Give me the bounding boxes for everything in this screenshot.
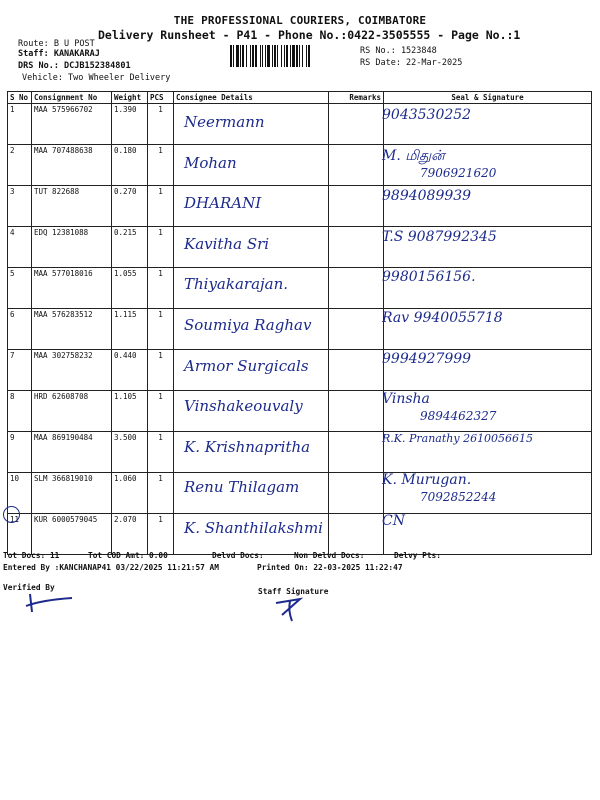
row-pcs bbox=[148, 227, 174, 268]
barcode-bar bbox=[299, 45, 300, 67]
row-sno bbox=[8, 227, 32, 268]
col-header-pcs: PCS bbox=[148, 92, 174, 104]
non-delivered-docs: Non Delvd Docs: bbox=[294, 551, 365, 560]
rs-number: RS No.: 1523848 bbox=[360, 46, 437, 56]
row-pcs-text: 1 bbox=[158, 269, 163, 278]
col-header-seal: Seal & Signature bbox=[384, 92, 592, 104]
row-consignment-no-text: MAA 575966702 bbox=[34, 105, 93, 114]
row-sno-text: 8 bbox=[10, 392, 15, 401]
staff-signature-label: Staff Signature bbox=[258, 587, 329, 596]
handwritten-consignee: Soumiya Raghav bbox=[184, 316, 312, 334]
col-header-consignee: Consignee Details bbox=[174, 92, 329, 104]
col-header-consignment: Consignment No bbox=[32, 92, 112, 104]
barcode-bar bbox=[284, 45, 285, 67]
handwritten-seal-signature: Vinsha bbox=[382, 391, 430, 408]
row-pcs bbox=[148, 350, 174, 391]
tot-docs: Tot Docs: 11 bbox=[3, 551, 60, 560]
table-row bbox=[8, 145, 592, 186]
tot-cod-amount: Tot COD Amt: 0.00 bbox=[88, 551, 168, 560]
row-consignment-no bbox=[32, 104, 112, 145]
row-consignment-no bbox=[32, 432, 112, 473]
handwritten-consignee: Vinshakeouvaly bbox=[184, 397, 303, 416]
row-sno-text: 1 bbox=[10, 105, 15, 114]
barcode-bar bbox=[302, 45, 303, 67]
row-consignment-no-text: MAA 302758232 bbox=[34, 351, 93, 360]
row-11-circle-mark bbox=[3, 506, 20, 523]
barcode-bar bbox=[277, 45, 278, 67]
row-sno-text: 2 bbox=[10, 146, 15, 155]
row-pcs-text: 1 bbox=[158, 474, 163, 483]
row-weight-text: 0.270 bbox=[114, 187, 137, 196]
handwritten-seal-signature: CN bbox=[382, 513, 405, 529]
row-remarks bbox=[329, 432, 384, 473]
barcode-bar bbox=[230, 45, 232, 67]
barcode-bar bbox=[233, 45, 234, 67]
row-sno-text: 3 bbox=[10, 187, 15, 196]
row-sno-text: 9 bbox=[10, 433, 15, 442]
row-remarks bbox=[329, 145, 384, 186]
handwritten-consignee: Neermann bbox=[184, 113, 265, 131]
verified-signature-scribble bbox=[22, 590, 82, 620]
barcode-bar bbox=[281, 45, 282, 67]
printed-on: Printed On: 22-03-2025 11:22:47 bbox=[257, 563, 403, 572]
row-remarks bbox=[329, 473, 384, 514]
handwritten-consignee: Armor Surgicals bbox=[184, 356, 309, 375]
row-weight-text: 3.500 bbox=[114, 433, 137, 442]
handwritten-phone-number: 9894462327 bbox=[420, 409, 497, 424]
row-weight bbox=[112, 391, 148, 432]
row-weight-text: 0.215 bbox=[114, 228, 137, 237]
handwritten-phone-number: 7906921620 bbox=[420, 165, 497, 180]
handwritten-seal-signature: K. Murugan. bbox=[382, 472, 472, 489]
row-weight bbox=[112, 186, 148, 227]
barcode-bar bbox=[296, 45, 298, 67]
row-sno bbox=[8, 391, 32, 432]
row-consignment-no bbox=[32, 268, 112, 309]
route-label: Route: B U POST bbox=[18, 39, 95, 49]
row-consignment-no-text: MAA 869190484 bbox=[34, 433, 93, 442]
row-pcs bbox=[148, 104, 174, 145]
row-pcs-text: 1 bbox=[158, 433, 163, 442]
row-consignment-no-text: MAA 707488638 bbox=[34, 146, 93, 155]
row-sno bbox=[8, 145, 32, 186]
row-weight-text: 1.390 bbox=[114, 105, 137, 114]
handwritten-seal-signature: M. மிதுன் bbox=[382, 147, 445, 164]
barcode-bar bbox=[252, 45, 254, 67]
row-consignment-no bbox=[32, 186, 112, 227]
row-weight-text: 1.105 bbox=[114, 392, 137, 401]
barcode-bar bbox=[306, 45, 307, 67]
company-title: THE PROFESSIONAL COURIERS, COIMBATORE bbox=[173, 14, 427, 27]
row-consignment-no bbox=[32, 391, 112, 432]
barcode-bar bbox=[262, 45, 263, 67]
row-sno bbox=[8, 104, 32, 145]
row-consignment-no bbox=[32, 514, 112, 555]
row-consignment-no-text: TUT 822688 bbox=[34, 187, 80, 196]
table-row bbox=[8, 268, 592, 309]
row-weight-text: 0.440 bbox=[114, 351, 137, 360]
row-weight-text: 1.055 bbox=[114, 269, 137, 278]
row-consignment-no-text: KUR 6000579045 bbox=[34, 515, 98, 524]
row-pcs bbox=[148, 514, 174, 555]
barcode-bar bbox=[240, 45, 241, 67]
table-row bbox=[8, 186, 592, 227]
row-consignment-no-text: MAA 576283512 bbox=[34, 310, 93, 319]
row-sno bbox=[8, 309, 32, 350]
row-weight-text: 1.060 bbox=[114, 474, 137, 483]
runsheet-title: Delivery Runsheet - P41 - Phone No.:0422-3505555 - Page No.:1 bbox=[98, 28, 521, 42]
vehicle-label: Vehicle: Two Wheeler Delivery bbox=[22, 73, 171, 83]
handwritten-consignee: Renu Thilagam bbox=[184, 478, 300, 497]
drs-number: DRS No.: DCJB152384801 bbox=[18, 61, 131, 71]
row-remarks bbox=[329, 104, 384, 145]
barcode-bar bbox=[250, 45, 251, 67]
row-weight bbox=[112, 145, 148, 186]
row-remarks bbox=[329, 268, 384, 309]
row-weight-text: 0.180 bbox=[114, 146, 137, 155]
handwritten-consignee: K. Shanthilakshmi bbox=[184, 519, 323, 537]
table-header-row bbox=[8, 92, 592, 104]
row-pcs-text: 1 bbox=[158, 515, 163, 524]
row-sno bbox=[8, 186, 32, 227]
col-header-sno: S No bbox=[8, 92, 32, 104]
barcode-bar bbox=[308, 45, 310, 67]
row-weight bbox=[112, 227, 148, 268]
row-seal-signature bbox=[384, 514, 592, 555]
row-pcs-text: 1 bbox=[158, 187, 163, 196]
row-weight bbox=[112, 350, 148, 391]
row-remarks bbox=[329, 514, 384, 555]
row-sno-text: 10 bbox=[10, 474, 20, 483]
row-pcs bbox=[148, 309, 174, 350]
row-weight-text: 1.115 bbox=[114, 310, 137, 319]
handwritten-phone-number: 7092852244 bbox=[420, 490, 497, 505]
row-sno-text: 7 bbox=[10, 351, 15, 360]
barcode-bar bbox=[267, 45, 270, 67]
handwritten-seal-signature: 9894089939 bbox=[382, 188, 472, 205]
row-sno bbox=[8, 268, 32, 309]
row-pcs-text: 1 bbox=[158, 146, 163, 155]
handwritten-consignee: K. Krishnapritha bbox=[184, 437, 311, 456]
row-sno bbox=[8, 432, 32, 473]
barcode-bar bbox=[236, 45, 239, 67]
barcode-bar bbox=[255, 45, 257, 67]
staff-signature-scribble bbox=[268, 595, 318, 625]
row-pcs bbox=[148, 145, 174, 186]
row-consignment-no bbox=[32, 145, 112, 186]
row-weight bbox=[112, 104, 148, 145]
rs-date: RS Date: 22-Mar-2025 bbox=[360, 58, 463, 68]
handwritten-seal-signature: Rav 9940055718 bbox=[382, 310, 503, 326]
handwritten-seal-signature: 9980156156. bbox=[382, 269, 476, 286]
verified-by-label: Verified By bbox=[3, 583, 55, 592]
barcode-bar bbox=[246, 45, 247, 67]
col-header-weight: Weight bbox=[112, 92, 148, 104]
row-consignment-no-text: HRD 62608708 bbox=[34, 392, 89, 401]
handwritten-consignee: Mohan bbox=[184, 153, 237, 172]
row-weight-text: 2.070 bbox=[114, 515, 137, 524]
row-pcs bbox=[148, 268, 174, 309]
barcode-bar bbox=[290, 45, 291, 67]
row-consignment-no-text: SLM 366819010 bbox=[34, 474, 93, 483]
row-remarks bbox=[329, 391, 384, 432]
barcode-bar bbox=[274, 45, 276, 67]
handwritten-consignee: DHARANI bbox=[184, 194, 262, 213]
handwritten-seal-signature: 9043530252 bbox=[382, 107, 472, 123]
barcode bbox=[230, 45, 355, 67]
row-pcs bbox=[148, 391, 174, 432]
row-consignment-no bbox=[32, 227, 112, 268]
barcode-bar bbox=[292, 45, 295, 67]
table-row bbox=[8, 473, 592, 514]
row-weight bbox=[112, 432, 148, 473]
row-pcs-text: 1 bbox=[158, 105, 163, 114]
row-consignment-no-text: MAA 577018016 bbox=[34, 269, 93, 278]
row-consignment-no-text: EDQ 12381088 bbox=[34, 228, 89, 237]
barcode-bar bbox=[272, 45, 273, 67]
row-weight bbox=[112, 473, 148, 514]
row-weight bbox=[112, 514, 148, 555]
row-consignment-no bbox=[32, 350, 112, 391]
table-row bbox=[8, 104, 592, 145]
handwritten-consignee: Thiyakarajan. bbox=[184, 275, 289, 294]
row-sno-text: 5 bbox=[10, 269, 15, 278]
delivered-docs: Delvd Docs: bbox=[212, 551, 264, 560]
barcode-bar bbox=[286, 45, 288, 67]
staff-label: Staff: KANAKARAJ bbox=[18, 49, 100, 59]
row-weight bbox=[112, 309, 148, 350]
barcode-bar bbox=[260, 45, 261, 67]
row-pcs-text: 1 bbox=[158, 392, 163, 401]
barcode-bar bbox=[242, 45, 244, 67]
row-sno bbox=[8, 350, 32, 391]
entered-by: Entered By :KANCHANAP41 03/22/2025 11:21:57 AM bbox=[3, 563, 219, 572]
row-remarks bbox=[329, 350, 384, 391]
row-pcs bbox=[148, 473, 174, 514]
row-remarks bbox=[329, 227, 384, 268]
row-consignment-no bbox=[32, 473, 112, 514]
handwritten-seal-signature: R.K. Pranathy 2610056615 bbox=[382, 431, 534, 445]
handwritten-seal-signature: T.S 9087992345 bbox=[382, 228, 497, 245]
row-pcs-text: 1 bbox=[158, 351, 163, 360]
row-sno-text: 4 bbox=[10, 228, 15, 237]
col-header-remarks: Remarks bbox=[329, 92, 384, 104]
row-remarks bbox=[329, 309, 384, 350]
row-sno-text: 11 bbox=[10, 515, 20, 524]
row-consignment-no bbox=[32, 309, 112, 350]
row-weight bbox=[112, 268, 148, 309]
row-pcs bbox=[148, 432, 174, 473]
barcode-bar bbox=[265, 45, 266, 67]
row-sno-text: 6 bbox=[10, 310, 15, 319]
handwritten-seal-signature: 9994927999 bbox=[382, 350, 472, 367]
row-pcs-text: 1 bbox=[158, 228, 163, 237]
row-remarks bbox=[329, 186, 384, 227]
handwritten-consignee: Kavitha Sri bbox=[184, 234, 270, 253]
row-pcs-text: 1 bbox=[158, 310, 163, 319]
table-row bbox=[8, 227, 592, 268]
delivery-points: Delvy Pts: bbox=[394, 551, 441, 560]
row-pcs bbox=[148, 186, 174, 227]
